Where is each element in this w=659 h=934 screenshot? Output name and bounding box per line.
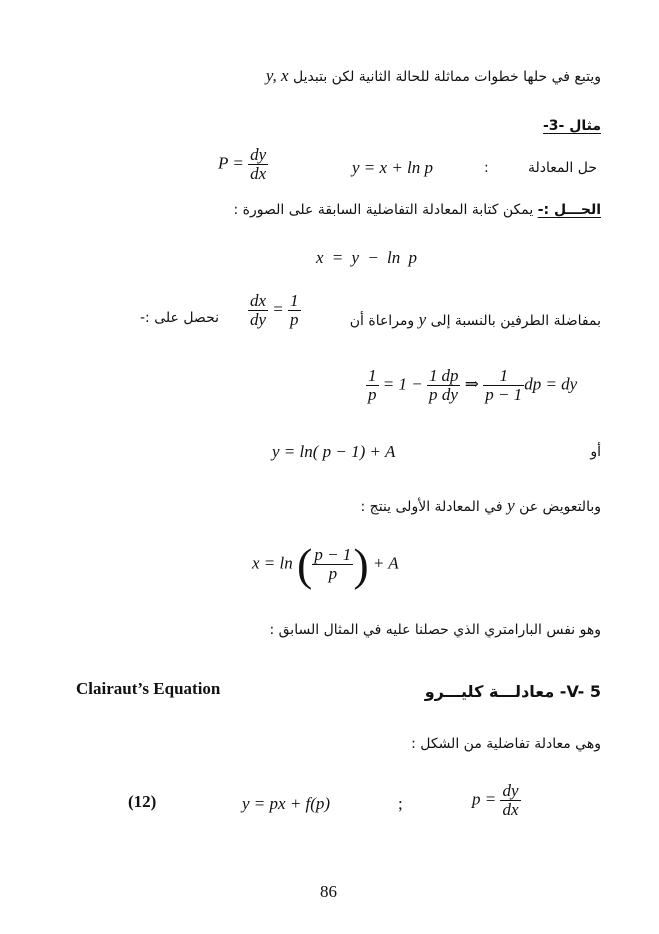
frac-num: dp: [441, 366, 459, 385]
equation-final: [252, 538, 399, 591]
final-rhs: + A: [372, 553, 399, 573]
fraction-d: [483, 367, 524, 404]
left-paren: (: [297, 539, 313, 590]
or-word: أو: [590, 444, 601, 460]
substitute-phrase-b: في المعادلة الأولى ينتج :: [360, 499, 503, 515]
solution-text: يمكن كتابة المعادلة التفاضلية السابقة على الصورة :: [233, 202, 534, 218]
frac-num: dy: [502, 781, 519, 800]
equation-x: x = y − ln p: [316, 248, 418, 267]
equation-y: y = ln( p − 1) + A: [272, 442, 396, 461]
frac-den: dy: [250, 309, 267, 329]
frac-den: p: [328, 564, 338, 583]
example-label: مثال -3-: [542, 118, 601, 134]
equation-separator: ;: [398, 794, 403, 813]
equation-number: (12): [128, 792, 157, 811]
intro-vars: y, x: [265, 66, 289, 85]
differentiate-text-a: [350, 310, 601, 330]
final-lhs: x = ln: [252, 553, 293, 573]
solution-line: [234, 202, 601, 218]
frac-den: p: [428, 384, 438, 404]
one-over-p-fraction: [288, 292, 301, 329]
intro-text: ويتبع في حلها خطوات مماثلة للحالة الثانية لكن بتبديل: [293, 69, 601, 85]
differentiate-phrase-b: ومراعاة أن: [349, 313, 415, 329]
dx-dy-relation: [248, 292, 301, 329]
fraction-c: [439, 367, 460, 404]
section-english-title: Clairaut’s Equation: [76, 679, 221, 698]
same-parametric-text: وهو نفس البارامتري الذي حصلنا عليه في المثال السابق :: [269, 622, 601, 638]
dx-dy-fraction: [248, 292, 268, 329]
p-lhs: p =: [472, 789, 497, 809]
frac-den: p − 1: [485, 384, 523, 404]
solve-colon: :: [484, 160, 489, 176]
form-text: وهي معادلة تفاضلية من الشكل :: [411, 736, 601, 752]
frac-den: p: [290, 309, 299, 329]
substitute-var: y: [507, 496, 515, 515]
differentiate-result: نحصل على :-: [140, 310, 220, 326]
equation-mid: = 1 −: [382, 374, 423, 394]
final-fraction: [312, 546, 353, 583]
solve-equation: y = x + ln p: [352, 158, 434, 177]
dy-dx-fraction-12: [500, 782, 520, 819]
fraction-b: [427, 367, 440, 404]
substitute-phrase: وبالتعويض عن: [519, 499, 601, 515]
intro-line: [266, 66, 601, 86]
implies-arrow: ⇒: [464, 374, 479, 394]
solution-label: الحـــل :-: [537, 202, 601, 218]
p-definition: [218, 146, 268, 183]
p-definition-12: [472, 782, 521, 819]
frac-num: 1: [368, 366, 377, 385]
frac-den: dx: [502, 799, 519, 819]
p-lhs: P =: [218, 153, 244, 173]
frac-num: 1: [428, 366, 438, 385]
equation-end: dp = dy: [524, 374, 578, 394]
section-arabic-title: V- 5- معادلـــة كليـــرو: [424, 682, 601, 701]
frac-num: 1: [483, 367, 524, 386]
solve-label: حل المعادلة: [528, 160, 597, 176]
frac-num: dy: [250, 145, 267, 164]
frac-num: p − 1: [314, 545, 352, 565]
differentiate-var: y: [418, 310, 427, 329]
dy-dx-fraction: [248, 146, 268, 183]
frac-den: p: [368, 384, 377, 404]
right-paren: ): [353, 539, 369, 590]
differentiate-phrase: بمفاضلة الطرفين بالنسبة إلى: [430, 313, 601, 329]
page-number: 86: [320, 882, 337, 901]
frac-den: dy: [441, 384, 458, 404]
frac-num: 1: [290, 291, 299, 310]
clairaut-equation: y = px + f(p): [242, 794, 331, 813]
frac-den: dx: [250, 163, 267, 183]
equals-sign: =: [272, 299, 284, 319]
frac-num: dx: [250, 291, 267, 310]
equation-dp: [366, 367, 577, 404]
substitute-line: [361, 496, 601, 516]
fraction-a: [366, 367, 379, 404]
